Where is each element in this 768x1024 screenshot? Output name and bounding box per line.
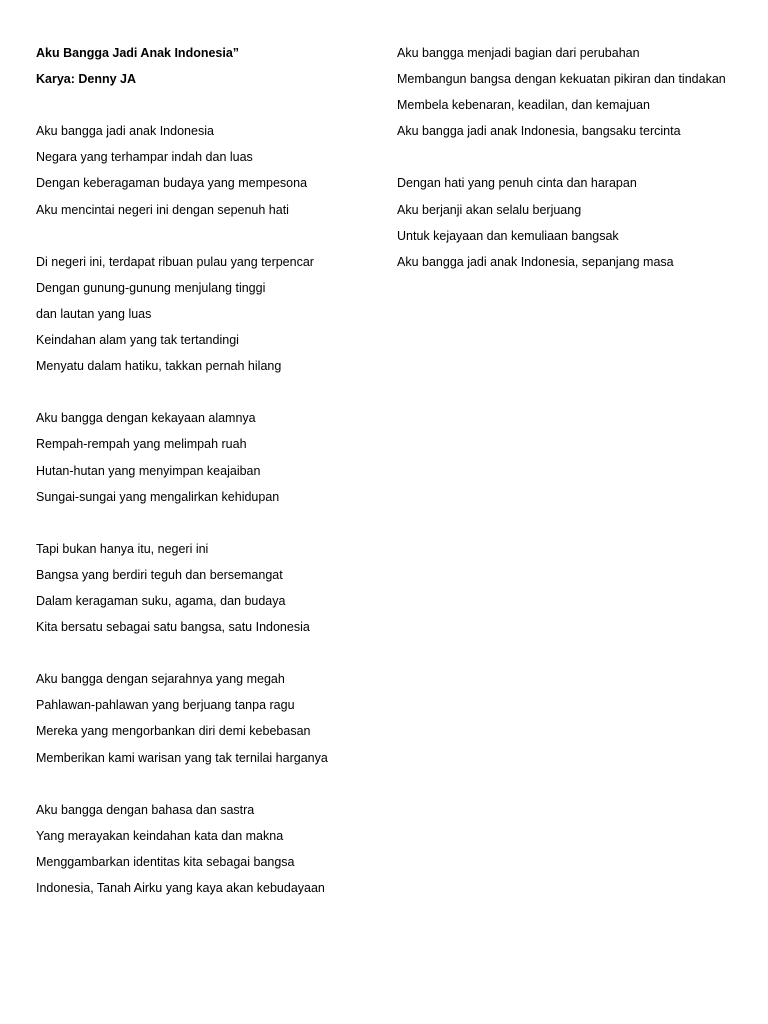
poem-line: Aku bangga jadi anak Indonesia — [36, 124, 214, 139]
poem-line: dan lautan yang luas — [36, 306, 152, 321]
poem-line: Aku bangga menjadi bagian dari perubahan — [397, 46, 640, 60]
poem-left-column — [36, 44, 381, 905]
poem-line: Indonesia, Tanah Airku yang kaya akan kebudayaan — [36, 881, 325, 895]
stanza — [397, 44, 742, 148]
poem-line: Negara yang terhampar indah dan luas — [36, 150, 253, 165]
poem-line: Tapi bukan hanya itu, negeri ini — [36, 541, 209, 556]
poem-line: Aku bangga jadi anak Indonesia, bangsaku tercinta — [397, 124, 681, 139]
poem-line: Memberikan kami warisan yang tak ternilai harganya — [36, 750, 328, 765]
poem-line: Kita bersatu sebagai satu bangsa, satu Indonesia — [36, 620, 310, 635]
poem-author: Karya: Denny JA — [36, 72, 137, 87]
poem-line: Membangun bangsa dengan kekuatan pikiran dan tindakan — [397, 72, 726, 87]
poem-line: Aku bangga jadi anak Indonesia, sepanjang masa — [397, 254, 674, 269]
poem-line: Pahlawan-pahlawan yang berjuang tanpa ragu — [36, 698, 295, 713]
poem-line: Sungai-sungai yang mengalirkan kehidupan — [36, 489, 280, 504]
poem-line: Bangsa yang berdiri teguh dan bersemangat — [36, 567, 283, 582]
stanza-gap — [36, 775, 381, 801]
stanza — [36, 122, 381, 226]
poem-line: Yang merayakan keindahan kata dan makna — [36, 828, 284, 843]
stanza-gap — [36, 383, 381, 409]
poem-line: Mereka yang mengorbankan diri demi kebebasan — [36, 724, 311, 739]
poem-line: Aku mencintai negeri ini dengan sepenuh hati — [36, 202, 289, 217]
poem-line: Membela kebenaran, keadilan, dan kemajuan — [397, 98, 650, 113]
left-stanzas — [36, 122, 381, 905]
stanza — [36, 670, 381, 774]
poem-line: Dengan keberagaman budaya yang mempesona — [36, 176, 308, 191]
stanza — [36, 253, 381, 383]
poem-line: Aku bangga dengan bahasa dan sastra — [36, 802, 255, 817]
poem-right-column — [397, 44, 742, 279]
poem-line: Aku bangga dengan sejarahnya yang megah — [36, 672, 285, 687]
stanza — [397, 174, 742, 278]
stanza-gap — [36, 644, 381, 670]
poem-line: Keindahan alam yang tak tertandingi — [36, 333, 239, 348]
stanza — [36, 801, 381, 905]
poem-line: Dengan hati yang penuh cinta dan harapan — [397, 176, 637, 191]
stanza-gap — [36, 514, 381, 540]
stanza — [36, 540, 381, 644]
poem-line: Di negeri ini, terdapat ribuan pulau yang terpencar — [36, 254, 314, 269]
stanza-gap — [36, 227, 381, 253]
poem-line: Dalam keragaman suku, agama, dan budaya — [36, 593, 286, 608]
poem-line: Aku berjanji akan selalu berjuang — [397, 202, 582, 217]
poem-line: Aku bangga dengan kekayaan alamnya — [36, 411, 256, 426]
poem-line: Menggambarkan identitas kita sebagai bangsa — [36, 854, 295, 869]
poem-title: Aku Bangga Jadi Anak Indonesia” — [36, 46, 240, 60]
stanza-gap — [397, 148, 742, 174]
poem-line: Dengan gunung-gunung menjulang tinggi — [36, 280, 266, 295]
spacer — [36, 96, 381, 122]
right-stanzas — [397, 44, 742, 279]
poem-line: Menyatu dalam hatiku, takkan pernah hilang — [36, 359, 282, 374]
stanza — [36, 409, 381, 513]
poem-line: Untuk kejayaan dan kemuliaan bangsak — [397, 228, 619, 243]
poem-line: Rempah-rempah yang melimpah ruah — [36, 437, 247, 452]
poem-line: Hutan-hutan yang menyimpan keajaiban — [36, 463, 261, 478]
